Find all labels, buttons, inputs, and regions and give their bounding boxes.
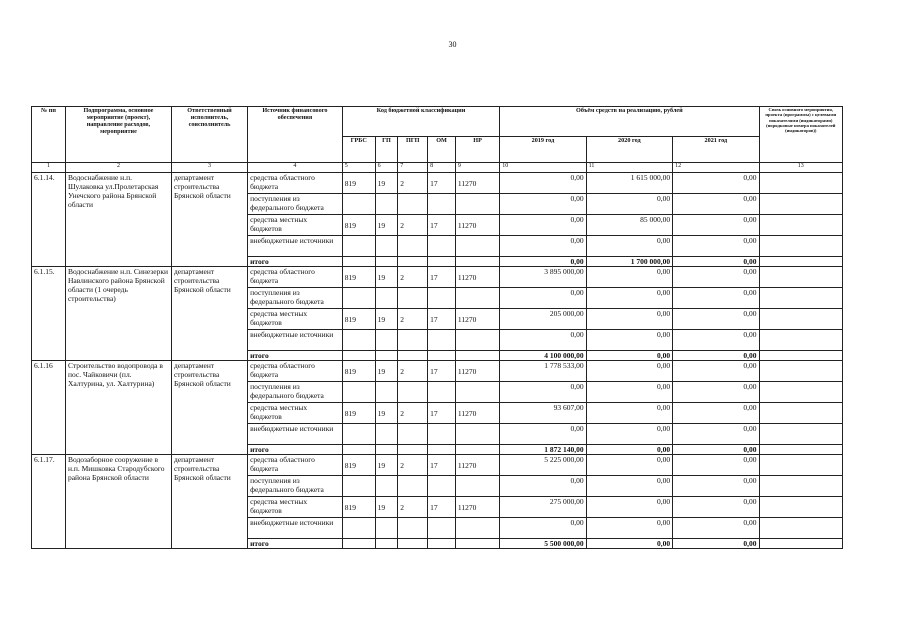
column-number: 5 (342, 163, 375, 173)
header-om: ОМ (428, 137, 456, 163)
amount-2021: 0,00 (673, 518, 759, 539)
code-om: 17 (428, 455, 456, 476)
funding-source: поступления из федерального бюджета (248, 382, 343, 403)
code-gp: 19 (375, 455, 398, 476)
indicator-link (759, 330, 842, 351)
header-link: Связь основного мероприятия, проекта (программы) с целевыми показателями (индикаторами) (порядковые номера показателей (индикаторов)) (759, 107, 842, 163)
code-om: 17 (428, 497, 456, 518)
code-nr: 11270 (455, 455, 499, 476)
column-numbers-row (32, 163, 843, 173)
indicator-link (759, 194, 842, 215)
code-nr (455, 424, 499, 445)
code-gp: 19 (375, 267, 398, 288)
header-2020: 2020 год (586, 137, 672, 163)
indicator-link (759, 424, 842, 445)
funding-source: поступления из федерального бюджета (248, 476, 343, 497)
table-row (32, 455, 843, 476)
total-2019: 4 100 000,00 (500, 351, 586, 361)
column-number: 7 (398, 163, 428, 173)
total-code-empty (428, 351, 456, 361)
code-nr: 11270 (455, 361, 499, 382)
total-2020: 0,00 (586, 539, 672, 549)
code-om: 17 (428, 173, 456, 194)
code-grbs (342, 288, 375, 309)
code-grbs: 819 (342, 215, 375, 236)
code-nr (455, 330, 499, 351)
code-grbs (342, 236, 375, 257)
code-gp (375, 236, 398, 257)
code-nr: 11270 (455, 267, 499, 288)
funding-source: средства областного бюджета (248, 267, 343, 288)
column-number: 12 (673, 163, 759, 173)
total-code-empty (428, 539, 456, 549)
amount-2019: 93 607,00 (500, 403, 586, 424)
amount-2020: 0,00 (586, 424, 672, 445)
column-number: 1 (32, 163, 66, 173)
funding-source: внебюджетные источники (248, 330, 343, 351)
total-label: итого (248, 257, 343, 267)
total-label: итого (248, 351, 343, 361)
amount-2020: 0,00 (586, 309, 672, 330)
amount-2020: 0,00 (586, 455, 672, 476)
code-om (428, 518, 456, 539)
code-pgp (398, 330, 428, 351)
indicator-link (759, 518, 842, 539)
indicator-link (759, 361, 842, 382)
total-2020: 0,00 (586, 351, 672, 361)
code-nr (455, 288, 499, 309)
code-gp (375, 194, 398, 215)
indicator-link (759, 476, 842, 497)
code-nr: 11270 (455, 173, 499, 194)
total-label: итого (248, 539, 343, 549)
total-2019: 5 500 000,00 (500, 539, 586, 549)
amount-2020: 0,00 (586, 382, 672, 403)
amount-2021: 0,00 (673, 497, 759, 518)
code-pgp: 2 (398, 403, 428, 424)
code-nr (455, 236, 499, 257)
code-pgp (398, 288, 428, 309)
amount-2021: 0,00 (673, 382, 759, 403)
total-code-empty (398, 351, 428, 361)
code-grbs (342, 518, 375, 539)
code-pgp: 2 (398, 455, 428, 476)
amount-2021: 0,00 (673, 330, 759, 351)
indicator-link (759, 455, 842, 476)
total-label: итого (248, 445, 343, 455)
total-2021: 0,00 (673, 351, 759, 361)
amount-2019: 0,00 (500, 288, 586, 309)
code-pgp: 2 (398, 267, 428, 288)
header-2021: 2021 год (673, 137, 759, 163)
code-om: 17 (428, 403, 456, 424)
header-name: Подпрограмма, основное мероприятие (проект), направление расходов, мероприятие (65, 107, 171, 163)
total-2021: 0,00 (673, 539, 759, 549)
code-grbs: 819 (342, 455, 375, 476)
amount-2019: 205 000,00 (500, 309, 586, 330)
total-link-empty (759, 351, 842, 361)
code-grbs: 819 (342, 309, 375, 330)
column-number: 6 (375, 163, 398, 173)
amount-2021: 0,00 (673, 173, 759, 194)
amount-2019: 5 225 000,00 (500, 455, 586, 476)
column-number: 8 (428, 163, 456, 173)
budget-table (31, 106, 843, 549)
funding-source: внебюджетные источники (248, 236, 343, 257)
total-code-empty (455, 445, 499, 455)
indicator-link (759, 215, 842, 236)
funding-source: средства местных бюджетов (248, 497, 343, 518)
responsible-executor: департамент строительства Брянской области (171, 455, 247, 549)
total-code-empty (342, 351, 375, 361)
funding-source: поступления из федерального бюджета (248, 288, 343, 309)
total-code-empty (398, 445, 428, 455)
code-om: 17 (428, 215, 456, 236)
code-pgp: 2 (398, 309, 428, 330)
code-pgp: 2 (398, 361, 428, 382)
total-code-empty (342, 539, 375, 549)
code-grbs (342, 194, 375, 215)
indicator-link (759, 309, 842, 330)
code-nr: 11270 (455, 403, 499, 424)
column-number: 9 (455, 163, 499, 173)
total-2020: 0,00 (586, 445, 672, 455)
indicator-link (759, 236, 842, 257)
amount-2021: 0,00 (673, 455, 759, 476)
header-responsible: Ответственный исполнитель, соисполнитель (171, 107, 247, 163)
amount-2020: 0,00 (586, 288, 672, 309)
code-nr (455, 194, 499, 215)
total-code-empty (375, 539, 398, 549)
code-pgp: 2 (398, 173, 428, 194)
row-number: 6.1.15. (32, 267, 66, 361)
funding-source: внебюджетные источники (248, 424, 343, 445)
amount-2020: 0,00 (586, 194, 672, 215)
amount-2020: 0,00 (586, 497, 672, 518)
code-gp: 19 (375, 403, 398, 424)
funding-source: поступления из федерального бюджета (248, 194, 343, 215)
code-gp (375, 382, 398, 403)
code-om (428, 424, 456, 445)
amount-2021: 0,00 (673, 476, 759, 497)
code-grbs: 819 (342, 497, 375, 518)
total-link-empty (759, 539, 842, 549)
amount-2021: 0,00 (673, 424, 759, 445)
total-link-empty (759, 257, 842, 267)
code-gp (375, 476, 398, 497)
header-gp: ГП (375, 137, 398, 163)
code-om (428, 194, 456, 215)
amount-2019: 0,00 (500, 518, 586, 539)
indicator-link (759, 382, 842, 403)
amount-2021: 0,00 (673, 403, 759, 424)
code-pgp: 2 (398, 497, 428, 518)
amount-2021: 0,00 (673, 236, 759, 257)
funding-source: средства областного бюджета (248, 361, 343, 382)
amount-2020: 0,00 (586, 267, 672, 288)
code-gp (375, 330, 398, 351)
code-om: 17 (428, 309, 456, 330)
code-om: 17 (428, 361, 456, 382)
amount-2019: 0,00 (500, 236, 586, 257)
amount-2019: 0,00 (500, 330, 586, 351)
measure-name: Водозаборное сооружение в н.п. Мишковка Стародубского района Брянской области (65, 455, 171, 549)
amount-2021: 0,00 (673, 194, 759, 215)
header-volume: Объём средств на реализацию, рублей (500, 107, 759, 137)
table-row (32, 267, 843, 288)
code-pgp (398, 194, 428, 215)
total-2019: 1 872 140,00 (500, 445, 586, 455)
total-code-empty (455, 351, 499, 361)
amount-2021: 0,00 (673, 267, 759, 288)
code-pgp: 2 (398, 215, 428, 236)
measure-name: Строительство водопровода в пос. Чайковичи (пл. Халтурина, ул. Халтурина) (65, 361, 171, 455)
header-pgp: ПГП (398, 137, 428, 163)
code-pgp (398, 382, 428, 403)
funding-source: средства местных бюджетов (248, 309, 343, 330)
amount-2021: 0,00 (673, 215, 759, 236)
measure-name: Водоснабжение н.п. Шулаковка ул.Пролетарская Унечского района Брянской области (65, 173, 171, 267)
total-code-empty (398, 257, 428, 267)
total-code-empty (375, 257, 398, 267)
amount-2020: 0,00 (586, 236, 672, 257)
total-code-empty (455, 539, 499, 549)
code-grbs (342, 382, 375, 403)
code-om: 17 (428, 267, 456, 288)
code-nr (455, 382, 499, 403)
total-2021: 0,00 (673, 257, 759, 267)
header-nr: НР (455, 137, 499, 163)
code-pgp (398, 236, 428, 257)
funding-source: средства областного бюджета (248, 455, 343, 476)
code-grbs: 819 (342, 267, 375, 288)
code-grbs (342, 476, 375, 497)
table-row (32, 361, 843, 382)
amount-2019: 0,00 (500, 215, 586, 236)
row-number: 6.1.16 (32, 361, 66, 455)
funding-source: средства местных бюджетов (248, 215, 343, 236)
funding-source: средства местных бюджетов (248, 403, 343, 424)
indicator-link (759, 288, 842, 309)
amount-2019: 0,00 (500, 424, 586, 445)
code-pgp (398, 518, 428, 539)
code-nr (455, 476, 499, 497)
row-number: 6.1.14. (32, 173, 66, 267)
code-grbs (342, 330, 375, 351)
amount-2020: 0,00 (586, 403, 672, 424)
code-pgp (398, 476, 428, 497)
header-no: № пп (32, 107, 66, 163)
page-number: 30 (448, 40, 457, 49)
code-om (428, 382, 456, 403)
column-number: 4 (248, 163, 343, 173)
column-number: 13 (759, 163, 842, 173)
total-link-empty (759, 445, 842, 455)
code-nr: 11270 (455, 497, 499, 518)
column-number: 10 (500, 163, 586, 173)
indicator-link (759, 267, 842, 288)
amount-2019: 3 895 000,00 (500, 267, 586, 288)
amount-2019: 0,00 (500, 173, 586, 194)
amount-2020: 0,00 (586, 361, 672, 382)
responsible-executor: департамент строительства Брянской области (171, 173, 247, 267)
amount-2020: 0,00 (586, 518, 672, 539)
responsible-executor: департамент строительства Брянской области (171, 361, 247, 455)
code-gp (375, 518, 398, 539)
code-grbs (342, 424, 375, 445)
code-nr: 11270 (455, 215, 499, 236)
total-code-empty (428, 257, 456, 267)
table-row (32, 173, 843, 194)
amount-2021: 0,00 (673, 288, 759, 309)
code-grbs: 819 (342, 403, 375, 424)
funding-source: внебюджетные источники (248, 518, 343, 539)
total-2020: 1 700 000,00 (586, 257, 672, 267)
amount-2019: 0,00 (500, 476, 586, 497)
code-gp: 19 (375, 215, 398, 236)
responsible-executor: департамент строительства Брянской области (171, 267, 247, 361)
code-gp: 19 (375, 309, 398, 330)
total-code-empty (375, 445, 398, 455)
total-code-empty (398, 539, 428, 549)
column-number: 11 (586, 163, 672, 173)
header-2019: 2019 год (500, 137, 586, 163)
total-code-empty (342, 257, 375, 267)
indicator-link (759, 173, 842, 194)
header-budget-code: Код бюджетной классификации (342, 107, 499, 137)
column-number: 3 (171, 163, 247, 173)
amount-2019: 1 778 533,00 (500, 361, 586, 382)
amount-2020: 85 000,00 (586, 215, 672, 236)
amount-2021: 0,00 (673, 361, 759, 382)
header-grbs: ГРБС (342, 137, 375, 163)
amount-2019: 0,00 (500, 382, 586, 403)
code-om (428, 476, 456, 497)
total-2019: 0,00 (500, 257, 586, 267)
measure-name: Водоснабжение н.п. Синезерки Навлинского района Брянской области (1 очередь строительства) (65, 267, 171, 361)
code-nr (455, 518, 499, 539)
code-gp (375, 424, 398, 445)
code-pgp (398, 424, 428, 445)
total-code-empty (455, 257, 499, 267)
code-om (428, 236, 456, 257)
code-grbs: 819 (342, 173, 375, 194)
code-gp: 19 (375, 173, 398, 194)
amount-2019: 275 000,00 (500, 497, 586, 518)
header-source: Источник финансового обеспечения (248, 107, 343, 163)
column-number: 2 (65, 163, 171, 173)
total-2021: 0,00 (673, 445, 759, 455)
indicator-link (759, 497, 842, 518)
amount-2020: 1 615 000,00 (586, 173, 672, 194)
amount-2020: 0,00 (586, 330, 672, 351)
total-code-empty (428, 445, 456, 455)
code-grbs: 819 (342, 361, 375, 382)
total-code-empty (375, 351, 398, 361)
indicator-link (759, 403, 842, 424)
code-gp (375, 288, 398, 309)
code-om (428, 288, 456, 309)
code-nr: 11270 (455, 309, 499, 330)
amount-2021: 0,00 (673, 309, 759, 330)
amount-2020: 0,00 (586, 476, 672, 497)
code-gp: 19 (375, 497, 398, 518)
funding-source: средства областного бюджета (248, 173, 343, 194)
code-gp: 19 (375, 361, 398, 382)
total-code-empty (342, 445, 375, 455)
amount-2019: 0,00 (500, 194, 586, 215)
row-number: 6.1.17. (32, 455, 66, 549)
code-om (428, 330, 456, 351)
